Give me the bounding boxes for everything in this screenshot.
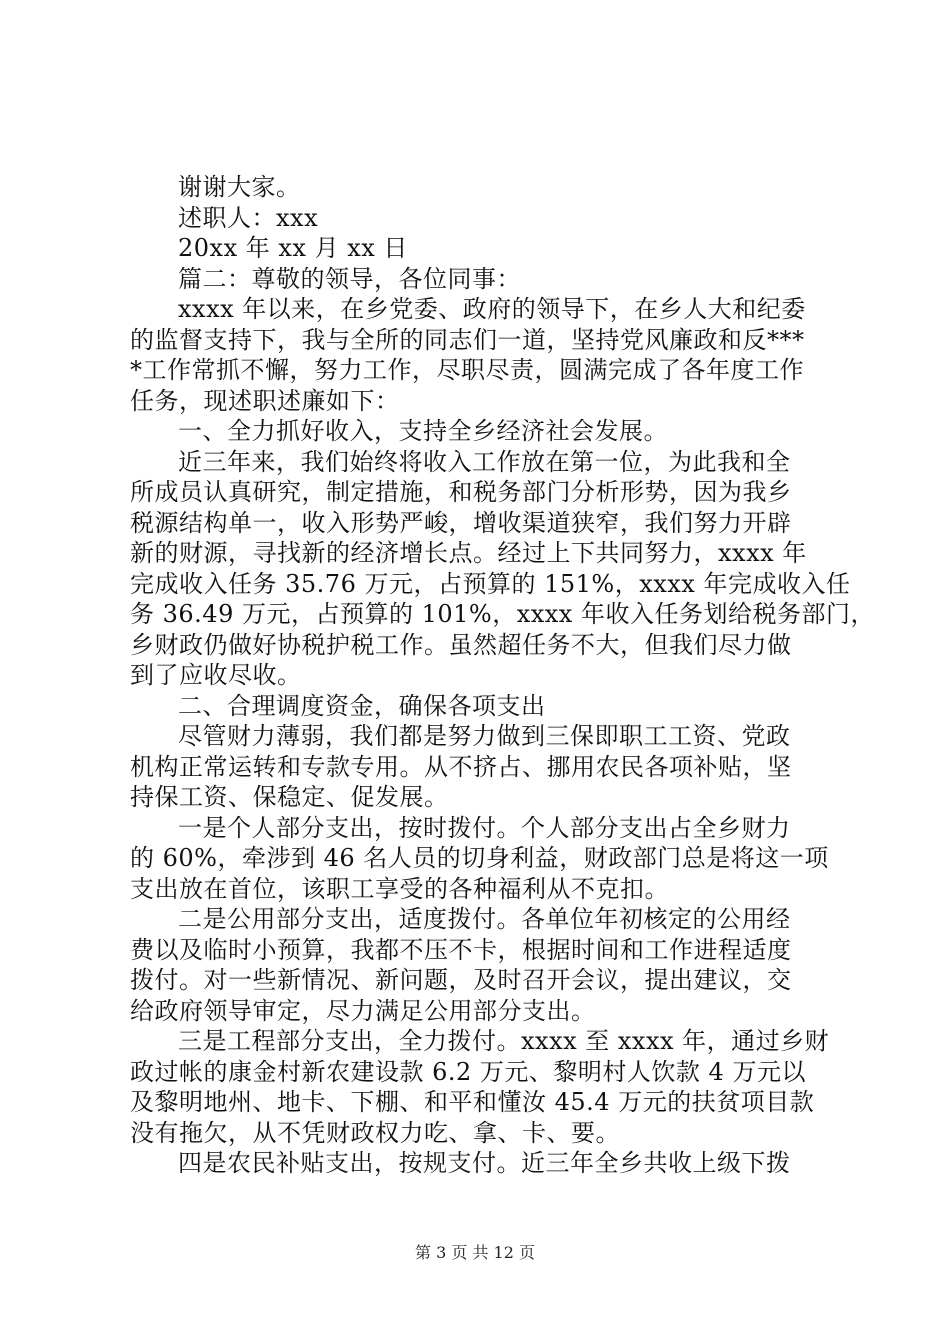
text-line: 一、全力抓好收入，支持全乡经济社会发展。 — [178, 417, 668, 445]
text-line: 给政府领导审定，尽力满足公用部分支出。 — [130, 996, 596, 1025]
text-line: 到了应收尽收。 — [130, 661, 302, 689]
text-line: 二、合理调度资金，确保各项支出 — [178, 691, 546, 720]
text-line: 20xx 年 xx 月 xx 日 — [178, 234, 408, 262]
text-line: 机构正常运转和专款专用。从不挤占、挪用农民各项补贴，坚 — [130, 752, 792, 781]
text-line: 税源结构单一，收入形势严峻，增收渠道狭窄，我们努力开辟 — [130, 508, 792, 537]
page-footer — [0, 1240, 950, 1263]
text-line: xxxx 年以来，在乡党委、政府的领导下，在乡人大和纪委 — [178, 295, 806, 323]
text-line: 务 36.49 万元，占预算的 101%，xxxx 年收入任务划给税务部门， — [130, 600, 875, 628]
text-line: 一是个人部分支出，按时拨付。个人部分支出占全乡财力 — [178, 813, 791, 842]
text-line: 完成收入任务 35.76 万元，占预算的 151%，xxxx 年完成收入任 — [130, 569, 851, 598]
text-line: 篇二：尊敬的领导，各位同事： — [178, 264, 521, 293]
text-line: 近三年来，我们始终将收入工作放在第一位，为此我和全 — [178, 447, 791, 476]
text-line: 所成员认真研究，制定措施，和税务部门分析形势，因为我乡 — [130, 478, 792, 506]
text-line: 四是农民补贴支出，按规支付。近三年全乡共收上级下拨 — [178, 1149, 791, 1177]
text-line: 谢谢大家。 — [178, 173, 301, 201]
text-line: 政过帐的康金村新农建设款 6.2 万元、黎明村人饮款 4 万元以 — [130, 1057, 806, 1086]
text-line: 三是工程部分支出，全力拨付。xxxx 至 xxxx 年，通过乡财 — [178, 1027, 830, 1055]
text-line: 述职人：xxx — [178, 203, 319, 232]
document-body — [130, 172, 875, 1179]
text-line: 的监督支持下，我与全所的同志们一道，坚持党风廉政和反*** — [130, 325, 805, 354]
text-line: 的 60%，牵涉到 46 名人员的切身利益，财政部门总是将这一项 — [130, 844, 829, 872]
text-line: *工作常抓不懈，努力工作，尽职尽责，圆满完成了各年度工作 — [130, 356, 804, 384]
page-number-label: 第 3 页 共 12 页 — [415, 1243, 535, 1262]
text-line: 拨付。对一些新情况、新问题，及时召开会议，提出建议，交 — [130, 966, 792, 994]
text-line: 持保工资、保稳定、促发展。 — [130, 783, 449, 811]
text-line: 二是公用部分支出，适度拨付。各单位年初核定的公用经 — [178, 905, 791, 933]
text-line: 支出放在首位，该职工享受的各种福利从不克扣。 — [130, 874, 669, 903]
text-line: 及黎明地州、地卡、下棚、和平和懂汝 45.4 万元的扶贫项目款 — [130, 1088, 815, 1116]
text-line: 尽管财力薄弱，我们都是努力做到三保即职工工资、党政 — [178, 722, 791, 750]
text-line: 任务，现述职述廉如下： — [130, 386, 400, 415]
text-line: 乡财政仍做好协税护税工作。虽然超任务不大，但我们尽力做 — [130, 630, 792, 659]
text-line: 新的财源，寻找新的经济增长点。经过上下共同努力，xxxx 年 — [130, 539, 807, 567]
text-line: 没有拖欠，从不凭财政权力吃、拿、卡、要。 — [130, 1118, 620, 1147]
text-line: 费以及临时小预算，我都不压不卡，根据时间和工作进程适度 — [130, 935, 792, 964]
